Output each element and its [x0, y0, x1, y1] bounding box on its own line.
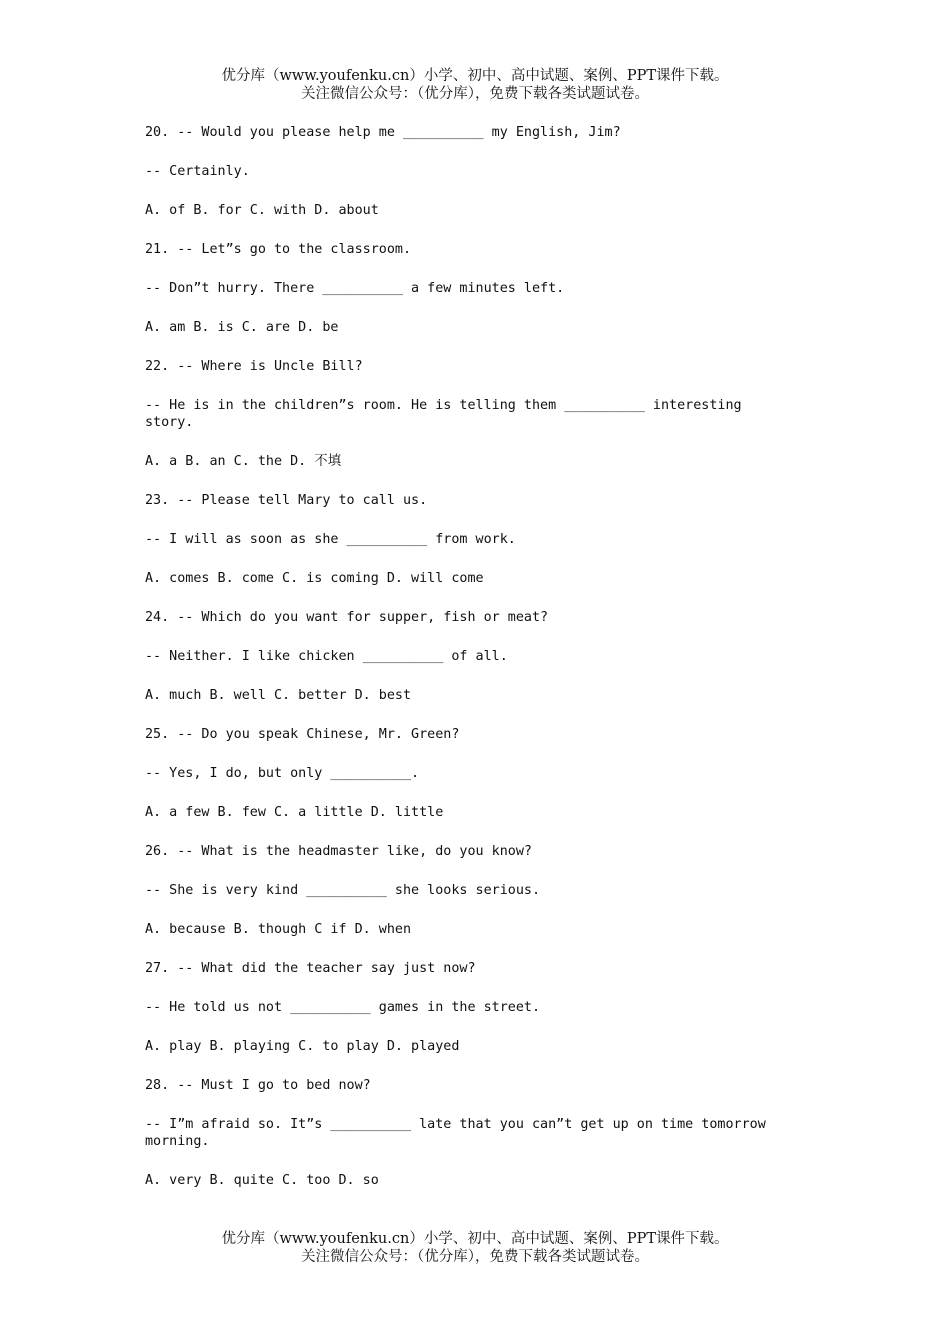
question-20-prompt: 20. -- Would you please help me __________ my English, Jim? — [145, 125, 621, 140]
question-21-options: A. am B. is C. are D. be — [145, 320, 339, 335]
question-21-reply: -- Don”t hurry. There __________ a few minutes left. — [145, 281, 565, 296]
question-list — [145, 124, 785, 1211]
header-line-1: 优分库（www.youfenku.cn）小学、初中、高中试题、案例、PPT课件下载。 — [221, 68, 729, 84]
question-20-reply: -- Certainly. — [145, 164, 250, 179]
page-header — [0, 67, 950, 103]
question-28-options: A. very B. quite C. too D. so — [145, 1173, 379, 1188]
question-24-prompt: 24. -- Which do you want for supper, fish or meat? — [145, 610, 549, 625]
question-27-options: A. play B. playing C. to play D. played — [145, 1039, 460, 1054]
question-26-prompt: 26. -- What is the headmaster like, do you know? — [145, 844, 532, 859]
question-22-options: A. a B. an C. the D. 不填 — [145, 454, 342, 469]
footer-line-1: 优分库（www.youfenku.cn）小学、初中、高中试题、案例、PPT课件下载。 — [221, 1231, 729, 1247]
question-23-reply: -- I will as soon as she __________ from work. — [145, 532, 516, 547]
question-28-prompt: 28. -- Must I go to bed now? — [145, 1078, 371, 1093]
question-20-options: A. of B. for C. with D. about — [145, 203, 379, 218]
question-28-reply: -- I”m afraid so. It”s __________ late that you can”t get up on time tomorrow morning. — [145, 1117, 774, 1149]
question-21-prompt: 21. -- Let”s go to the classroom. — [145, 242, 412, 257]
question-25-prompt: 25. -- Do you speak Chinese, Mr. Green? — [145, 727, 460, 742]
footer-line-2: 关注微信公众号：（优分库），免费下载各类试题试卷。 — [301, 1249, 649, 1265]
question-22-reply: -- He is in the children”s room. He is telling them __________ interesting story. — [145, 398, 750, 430]
header-line-2: 关注微信公众号：（优分库），免费下载各类试题试卷。 — [301, 86, 649, 102]
question-25-options: A. a few B. few C. a little D. little — [145, 805, 444, 820]
page-footer — [0, 1230, 950, 1266]
question-24-options: A. much B. well C. better D. best — [145, 688, 412, 703]
question-26-options: A. because B. though C if D. when — [145, 922, 412, 937]
question-26-reply: -- She is very kind __________ she looks serious. — [145, 883, 541, 898]
question-24-reply: -- Neither. I like chicken __________ of all. — [145, 649, 508, 664]
question-27-reply: -- He told us not __________ games in the street. — [145, 1000, 541, 1015]
question-25-reply: -- Yes, I do, but only __________. — [145, 766, 420, 781]
question-23-options: A. comes B. come C. is coming D. will come — [145, 571, 484, 586]
question-23-prompt: 23. -- Please tell Mary to call us. — [145, 493, 428, 508]
question-22-prompt: 22. -- Where is Uncle Bill? — [145, 359, 363, 374]
question-27-prompt: 27. -- What did the teacher say just now? — [145, 961, 476, 976]
